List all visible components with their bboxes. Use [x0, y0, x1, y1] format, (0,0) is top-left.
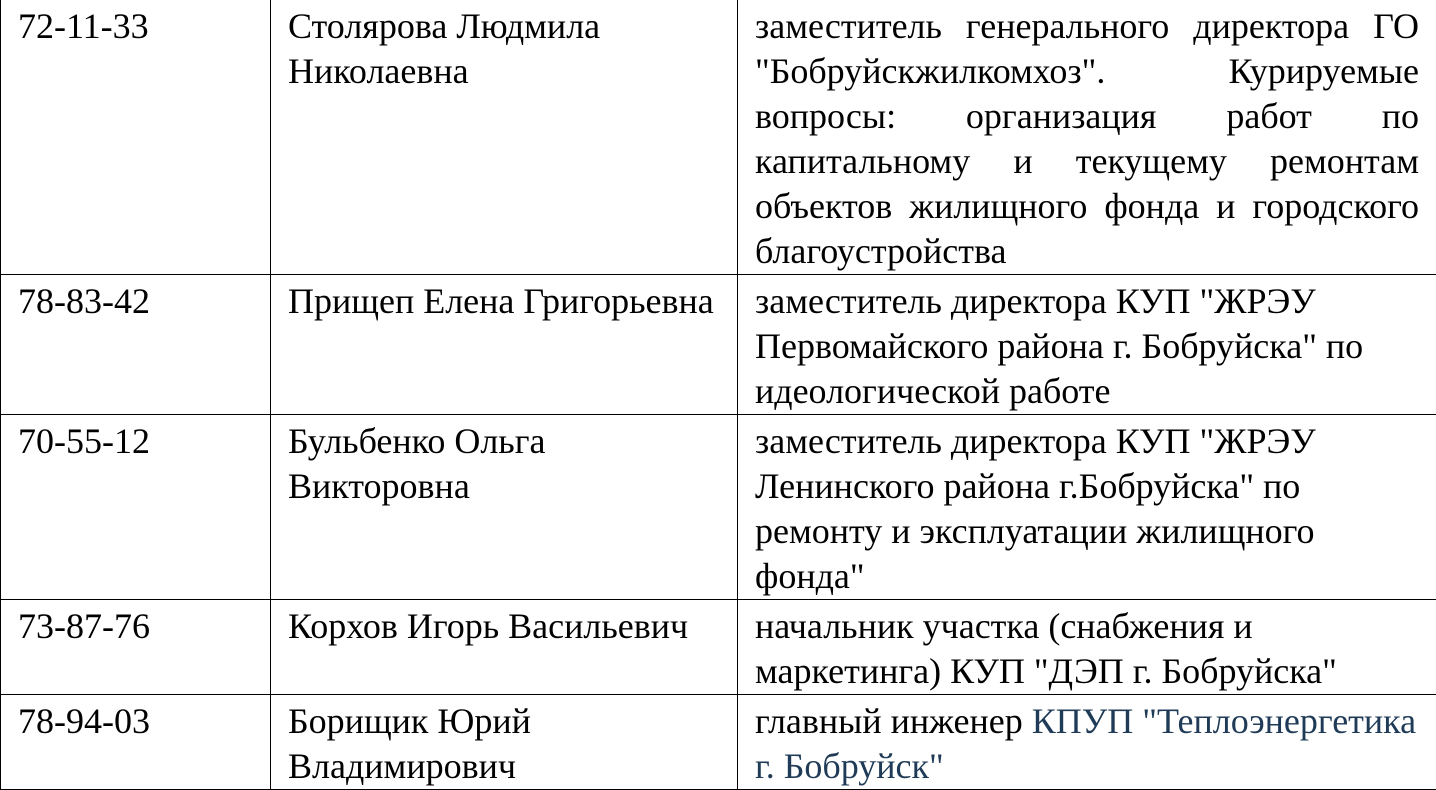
table-row [1, 275, 1436, 415]
phone-cell: 73-87-76 [1, 600, 271, 695]
position-cell: заместитель директора КУП "ЖРЭУ Ленинского района г.Бобруйска" по ремонту и эксплуатации жилищного фонда" [738, 415, 1436, 600]
phone-cell: 78-94-03 [1, 695, 271, 790]
name-cell: Бульбенко Ольга Викторовна [271, 415, 738, 600]
position-prefix: главный инженер [755, 701, 1032, 741]
phone-cell: 78-83-42 [1, 275, 271, 415]
table-row [1, 600, 1436, 695]
position-cell [738, 695, 1436, 790]
position-cell: заместитель директора КУП "ЖРЭУ Первомайского района г. Бобруйска" по идеологической работе [738, 275, 1436, 415]
phone-cell: 70-55-12 [1, 415, 271, 600]
position-cell: начальник участка (снабжения и маркетинга) КУП "ДЭП г. Бобруйска" [738, 600, 1436, 695]
name-cell: Прищеп Елена Григорьевна [271, 275, 738, 415]
table-row [1, 415, 1436, 600]
organization-link[interactable]: КПУП "Теплоэнергетика г. Бобруйск" [755, 701, 1416, 786]
name-cell: Борищик Юрий Владимирович [271, 695, 738, 790]
name-cell: Корхов Игорь Васильевич [271, 600, 738, 695]
name-cell: Столярова Людмила Николаевна [271, 0, 738, 275]
table-row [1, 695, 1436, 790]
table-row [1, 0, 1436, 275]
phone-cell: 72-11-33 [1, 0, 271, 275]
position-cell: заместитель генерального директора ГО "Бобруйскжилкомхоз". Курируемые вопросы: организация работ по капитальному и текущему ремонтам объектов жилищного фонда и городского благоустройства [738, 0, 1436, 275]
